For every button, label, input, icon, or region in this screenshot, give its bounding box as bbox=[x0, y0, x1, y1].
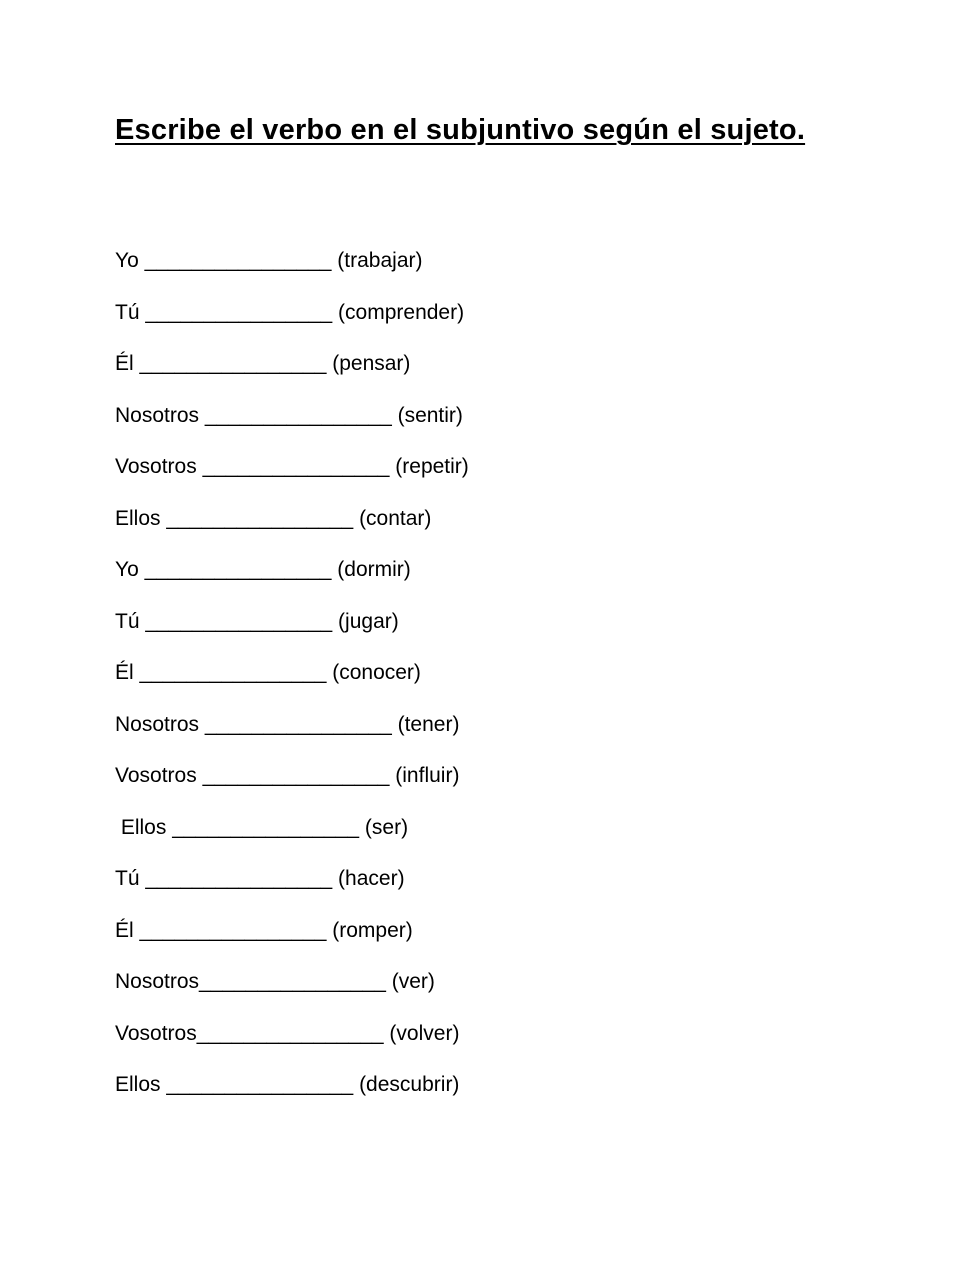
worksheet-line bbox=[115, 454, 889, 480]
verb-hint: (influir) bbox=[389, 764, 460, 787]
answer-blank: ________________ bbox=[145, 609, 333, 633]
worksheet-line bbox=[115, 866, 889, 892]
answer-blank: ________________ bbox=[199, 970, 386, 993]
worksheet-title: Escribe el verbo en el subjuntivo según el sujeto. bbox=[115, 114, 806, 146]
verb-hint: (tener) bbox=[391, 712, 460, 736]
worksheet-lines bbox=[115, 248, 889, 1098]
worksheet-line bbox=[115, 1021, 889, 1047]
subject-label: Ellos bbox=[115, 1073, 167, 1096]
subject-label: Nosotros bbox=[115, 970, 200, 993]
answer-blank: ________________ bbox=[145, 867, 333, 890]
verb-hint: (jugar) bbox=[332, 609, 399, 633]
answer-blank: ________________ bbox=[144, 249, 332, 272]
worksheet-line bbox=[115, 557, 889, 583]
subject-label: Yo bbox=[115, 249, 145, 272]
verb-hint: (contar) bbox=[353, 506, 432, 530]
answer-blank: ________________ bbox=[172, 815, 360, 839]
verb-hint: (hacer) bbox=[332, 867, 405, 890]
verb-hint: (volver) bbox=[383, 1021, 460, 1045]
worksheet-line bbox=[115, 763, 889, 789]
worksheet-line bbox=[115, 248, 889, 274]
verb-hint: (romper) bbox=[326, 918, 413, 942]
answer-blank: ________________ bbox=[166, 1073, 354, 1096]
verb-hint: (ser) bbox=[359, 815, 409, 839]
answer-blank: ________________ bbox=[204, 712, 392, 736]
worksheet-line bbox=[115, 712, 889, 738]
subject-label: Tú bbox=[115, 300, 146, 324]
verb-hint: (trabajar) bbox=[331, 249, 423, 272]
verb-hint: (sentir) bbox=[391, 403, 463, 427]
subject-label: Ellos bbox=[115, 506, 167, 530]
subject-label: Él bbox=[115, 918, 140, 942]
answer-blank: ________________ bbox=[202, 764, 390, 787]
verb-hint: (conocer) bbox=[326, 661, 421, 684]
worksheet-line bbox=[115, 815, 889, 841]
verb-hint: (comprender) bbox=[332, 300, 465, 324]
answer-blank: ________________ bbox=[202, 455, 390, 478]
worksheet-line bbox=[115, 969, 889, 995]
verb-hint: (descubrir) bbox=[353, 1073, 460, 1096]
answer-blank: ________________ bbox=[139, 918, 327, 942]
subject-label: Ellos bbox=[115, 815, 173, 839]
worksheet-line bbox=[115, 506, 889, 532]
subject-label: Vosotros bbox=[115, 455, 203, 478]
worksheet-line bbox=[115, 609, 889, 635]
verb-hint: (dormir) bbox=[331, 558, 411, 581]
subject-label: Nosotros bbox=[115, 712, 205, 736]
answer-blank: ________________ bbox=[139, 352, 327, 375]
worksheet-line bbox=[115, 300, 889, 326]
subject-label: Él bbox=[115, 661, 140, 684]
worksheet-line bbox=[115, 660, 889, 686]
worksheet-line bbox=[115, 403, 889, 429]
answer-blank: ________________ bbox=[204, 403, 392, 427]
answer-blank: ________________ bbox=[196, 1021, 384, 1045]
answer-blank: ________________ bbox=[144, 558, 332, 581]
subject-label: Yo bbox=[115, 558, 145, 581]
answer-blank: ________________ bbox=[139, 661, 327, 684]
worksheet-line bbox=[115, 351, 889, 377]
subject-label: Nosotros bbox=[115, 403, 205, 427]
answer-blank: ________________ bbox=[166, 506, 354, 530]
subject-label: Él bbox=[115, 352, 140, 375]
verb-hint: (ver) bbox=[385, 970, 435, 993]
subject-label: Vosotros bbox=[115, 764, 203, 787]
verb-hint: (repetir) bbox=[389, 455, 469, 478]
subject-label: Tú bbox=[115, 867, 146, 890]
answer-blank: ________________ bbox=[145, 300, 333, 324]
worksheet-line bbox=[115, 918, 889, 944]
subject-label: Tú bbox=[115, 609, 146, 633]
subject-label: Vosotros bbox=[115, 1021, 197, 1045]
worksheet-line bbox=[115, 1072, 889, 1098]
verb-hint: (pensar) bbox=[326, 352, 411, 375]
